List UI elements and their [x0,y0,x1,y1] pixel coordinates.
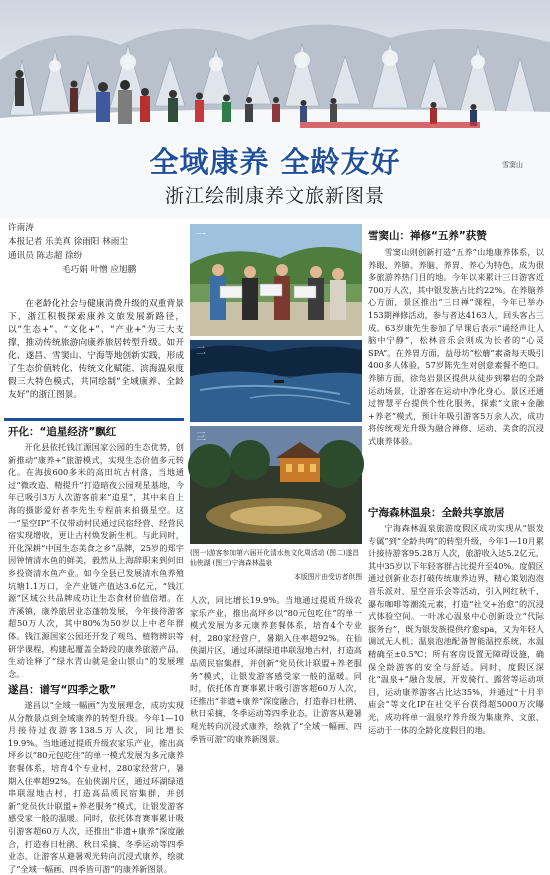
section-body-suichang-cont: 人次，同比增长19.9%。当地通过提质升级农家乐产业，推出高坪乡以“80元包吃住”的单一模式发展为多元康养套餐体系，培育4个专业村，280家经营户，暑期入住率超92%。在仙侠湖片区，通过环湖绿道串联湿地古村，打造高品质民宿集群，并创新“党员伙计联盟+养老服务”模式，让银发游客感受家一般的温暖。同时，依托体育赛事累计吸引游客超60万人次，还推出“非遗+康养”深度融合，打造春日杜鹃、秋日采摘、冬季运动等四季业态，让游客从避暑观光转向沉浸式康养，绘就了“全域一幅画、四季皆可游”的康养新图景。 [190,595,362,744]
section-body-ninghai: 宁海森林温泉旅游度假区成功实现从“银发专属”到“全龄共鸣”的转型升级，今年1—10月累计接待游客95.28万人次，旅游收入达5.2亿元，其中35岁以下年轻客群占比提升至40%。度假区通过创新业态打破传统康养边界，精心策划泡泡音乐派对、星空音乐会等活动，引入网红秋千、瀑布咖啡等潮流元素，打造“社交+治愈”的沉浸式体验空间。一叶冰心温泉中心创新设立“代际服务台”，既为银发族提供疗愈spa，又为年轻人调试无人机；温泉泡池配备智能温控系统，水温精确至±0.5℃；所有客房设置无障碍设施，确保全龄游客的安全与舒适。同时，度假区深化“温泉+”融合发展，开发骑行、露营等运动项目，运动康养游客占比达35%，并通过“十月半庙会”等文化IP在社交平台获得超5000万次曝光，成功将单一温泉疗养升级为集康养、文旅、运动于一体的全龄化度假目的地。 [368,523,544,735]
intro-paragraph: 在老龄化社会与健康消费升级的双重背景下，浙江积极探索康养文旅发展新路径，以“生态+”、“文化+”、“产业+”为三大支撑，推动传统旅游向康养旅居转型升级。如开化、遂昌、雪窦山、宁海等地创新实践，形成了生态价值转化、传统文化赋能、滨海温泉度假三大特色模式，共同绘制“全域康养、全龄友好”的浙江图景。 [8,299,184,400]
svg-text:三: 三 [196,432,206,443]
byline-correspondents: 通讯员 陈志超 徐纷 [8,251,83,261]
hero-photo-caption: 雪窦山 [502,161,523,169]
section-title-suichang: 遂昌：谱写“四季之歌” [8,684,117,696]
section-title-xuedou: 雪窦山：禅修“五养”获赞 [368,230,487,242]
byline-reporters: 本报记者 乐美真 徐雨阳 林雨尘 [8,237,128,247]
section-bar [4,418,184,421]
section-title-kaihua: 开化：“追星经济”飘红 [8,426,117,438]
svg-text:一: 一 [196,230,206,241]
byline-correspondents-cont: 毛巧娟 叶憎 应旭鹏 [62,265,137,275]
photo-credit: 本版图片由受访者供图 [294,573,362,581]
section-body-suichang: 遂昌以“全域一幅画”为发展理念，成功实现从分散景点到全域康养的转型升级。今年1—10月接待过夜游客138.5万人次，同比增长19.9%。当地通过提质升级农家乐产业，推出高坪乡以“80元包吃住”的单一模式发展为多元康养套餐体系，培育4个专业村，280家经营户，暑期入住率超92%。在仙侠湖片区，通过环湖绿道串联湿地古村，打造高品质民宿集群，并创新“党员伙计联盟+养老服务”模式，让银发游客感受家一般的温暖。同时，依托体育赛事累计吸引游客超60万人次，还推出“非遗+康养”深度融合，打造春日杜鹃、秋日采摘、冬季运动等四季业态，让游客从避暑观光转向沉浸式康养，绘就了“全域一幅画、四季皆可游”的康养新图景。 [8,700,184,874]
photo-forest-hot-spring [190,426,362,544]
photo-xianxia-lake [190,340,362,422]
headline: 全域康养 全龄友好 [149,145,401,179]
photo-fish-festival [190,224,362,336]
photo-caption: (图一)游客参加第六届开化清水鱼文化周活动 (图二)遂昌仙侠湖 (图三)宁海森林温泉 [190,549,360,567]
subheadline: 浙江绘制康养文旅新图景 [164,185,385,207]
section-title-ninghai: 宁海森林温泉：全龄共享旅居 [368,507,505,519]
svg-text:二: 二 [196,346,206,357]
section-body-kaihua: 开化县依托钱江源国家公园的生态优势，创新推动“康养+”旅游模式，实现生态价值多元转化。在海拔600多米的高田坑古村落，当地通过“微改造、精提升”打造暗夜公园观星基地，今年已吸引3万人次游客前来“追星”，其中来自上海的摄影爱好者李先生专程前来拍摄星空。这一“星空IP”不仅带动村民通过民宿经营、经营民宿实现增收，更让古村焕发新生机。与此同时，开化深耕“中国生态美食之乡”品牌，25岁的郑宇因钟情清水鱼的鲜美，毅然从上海辞职来到何田乡投资清水鱼产业。如今全县已发展清水鱼养殖坑塘1.1万口，全产业链产值达3.6亿元，“钱江源”区域公共品牌成功让生态食材价值倍增。在齐溪镇，康养旅居业态蓬勃发展，今年接待游客超50万人次，其中80%为50岁以上中老年群体。钱江源国家公园还开发了观鸟、植物辨识等研学课程，构建起覆盖全龄段的康养旅游产品，生动诠释了“绿水青山就是金山银山”的发展理念。 [8,442,184,679]
section-body-xuedou: 雪窦山则创新打造“五养”山地康养体系，以养眼、养肺、养脑、养胃、养心为特色，成为很多旅游养热门目的地。今年以来累计三日游客近700万人次，其中银发族占比约22%。在养脑养心方面，景区推出“三日禅”课程，今年已举办153期禅修活动，参与者达4163人，回头客占三成。63岁康先生参加了早课后表示“诵经声让人脑中宁静”，松林音乐会则成为长者的“心灵SPA”。在养胃方面，益母坊“松蘑”素斋每天吸引400多人体验，57岁陈先生对创意素餐不绝口。养肺方面，徐凫岩景区提供从徒步到攀岩的全龄运动场景，让游客在运动中净化身心。景区还通过智慧平台提供个性化服务，探索“文旅+金融+养老”模式，预计年吸引游客5万余人次，成功将传统观光升级为融合禅修、运动、美食的沉浸式康养体验。 [368,247,544,446]
byline-author: 许南涛 [8,223,34,233]
